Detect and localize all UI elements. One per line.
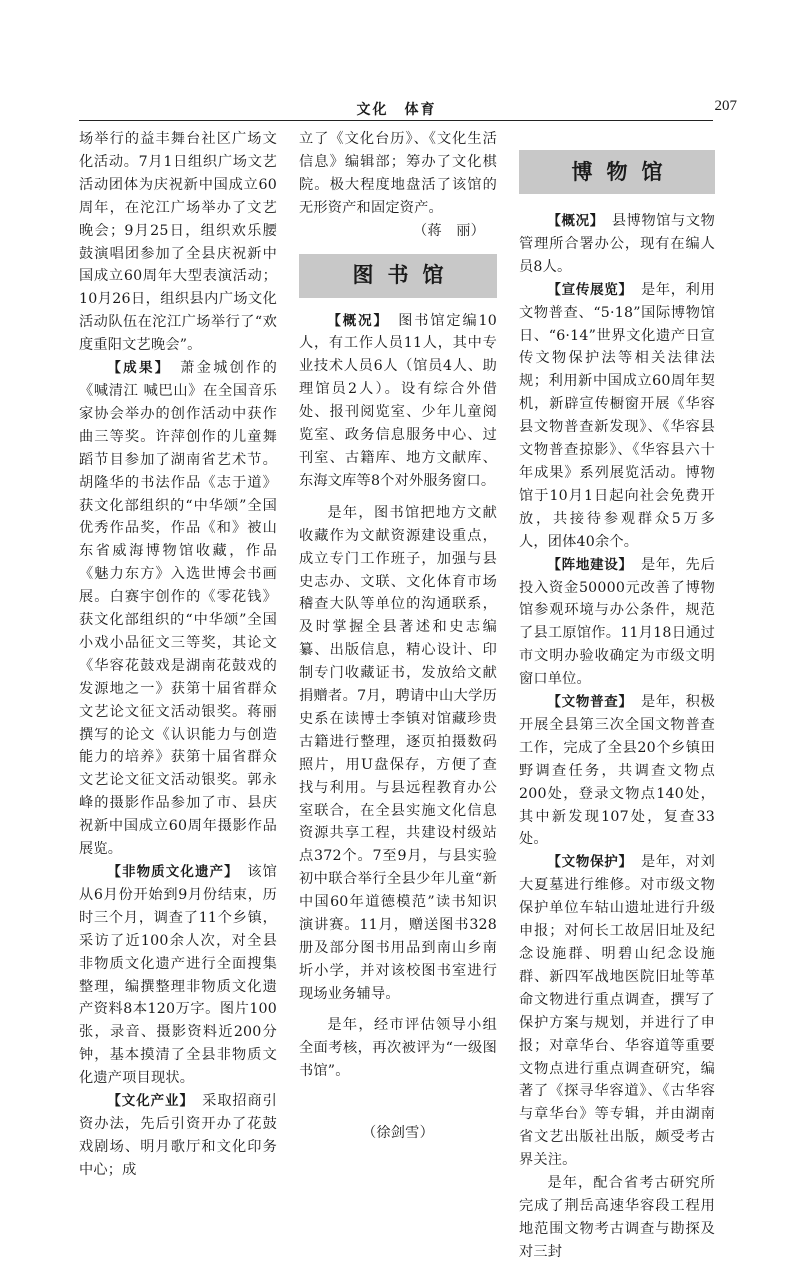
paragraph-protection — [519, 851, 715, 1172]
text-cultural-industry: 采取招商引资办法，先后引资开办了花鼓戏剧场、明月歌厅和文化印务中心；成 — [79, 1093, 277, 1178]
author-credit: （蒋 丽） — [413, 222, 485, 239]
heading-facilities: 【阵地建设】 — [547, 556, 627, 573]
paragraph-achievements — [79, 357, 277, 861]
paragraph-archaeology: 是年，配合省考古研究所完成了荆岳高速华容段工程用地范围文物考古调查与勘探及对三封 — [519, 1175, 715, 1260]
heading-cultural-industry: 【文化产业】 — [107, 1093, 188, 1110]
heading-promotion: 【宣传展览】 — [547, 281, 627, 298]
column-right — [519, 128, 715, 1264]
running-header-title: 文化 体育 — [356, 102, 437, 118]
paragraph-facilities — [519, 554, 715, 691]
paragraph-library-overview — [299, 310, 497, 493]
heading-overview: 【概况】 — [327, 312, 383, 329]
paragraph-library-work: 是年，图书馆把地方文献收藏作为文献资源建设重点，成立专门工作班子，加强与县史志办、文联、文化体育市场稽查大队等单位的沟通联系，及时掌握全县著述和史志编纂、出版信息，精心设计、印制专门收藏证书，发放给文献捐赠者。7月，聘请中山大学历史系在读博士李镇对馆藏珍贵古籍进行整理，逐页拍摄数码照片，用U盘保存，方便了查找与利用。与县远程教育办公室联合，在全县实施文化信息资源共享工程，共建设村级站点372个。7至9月，与县实验初中联合举行全县少年儿童“新中国60年道德模范”读书知识演讲赛。11月，赠送图书328册及部分图书用品到南山乡南圻小学，并对该校图书室进行现场业务辅导。 — [299, 504, 497, 1002]
heading-intangible-heritage: 【非物质文化遗产】 — [107, 864, 233, 880]
heading-overview: 【概况】 — [547, 213, 598, 229]
paragraph-continued: 场举行的益丰舞台社区广场文化活动。7月1日组织广场文艺活动团体为庆祝新中国成立60周年，在沱江广场举办了文艺晚会；9月25日，组织欢乐腰鼓演唱团参加了全县庆祝新中国成立60周年大型表演活动；10月26日，组织县内广场文化活动队伍在沱江广场举行了“欢度重阳文艺晚会”。 — [79, 131, 277, 354]
text-promotion: 是年，利用文物普查、“5·18”国际博物馆日、“6·14”世界文化遗产日宣传文物保护法等相关法律法规；利用新中国成立60周年契机，新辟宣传橱窗开展《华容县文物普查新发现》、《华容县文物普查掠影》、《华容县六十年成果》系列展览活动。博物馆于10月1日起向社会免费开放，共接待参观群众5万多人，团体40余个。 — [519, 281, 715, 550]
page-number: 207 — [714, 98, 737, 114]
heading-achievements: 【成果】 — [107, 360, 164, 377]
section-banner-library: 图书馆 — [299, 254, 497, 298]
column-left — [79, 128, 277, 1182]
text-census: 是年，积极开展全县第三次全国文物普查工作，完成了全县20个乡镇田野调查任务，共调查文物点200处，登录文物点140处，其中新发现107处，复查33处。 — [519, 694, 715, 848]
paragraph-museum-overview — [519, 210, 715, 279]
text-facilities: 是年，先后投入资金50000元改善了博物馆参观环境与办公条件，规范了县工原馆作。11月18日通过市文明办验收确定为市级文明窗口单位。 — [519, 556, 715, 688]
header-divider — [79, 120, 713, 121]
text-achievements: 萧金城创作的《喊清江 喊巴山》在全国音乐家协会举办的创作活动中获作曲三等奖。许萍创作的儿童舞蹈节目参加了湖南省艺术节。胡隆华的书法作品《志于道》获文化部组织的“中华颂”全国优秀作品奖，作品《和》被山东省威海博物馆收藏，作品《魅力东方》入选世博会书画展。白赛宇创作的《零花钱》获文化部组织的“中华颂”全国小戏小品征文三等奖，其论文《华容花鼓戏是湖南花鼓戏的发源地之一》获第十届省群众文艺论文征文活动银奖。蒋丽撰写的论文《认识能力与创造能力的培养》获第十届省群众文艺论文征文活动银奖。郭永峰的摄影作品参加了市、县庆祝新中国成立60周年摄影作品展览。 — [79, 360, 278, 858]
text-overview: 县博物馆与文物管理所合署办公，现有在编人员8人。 — [519, 213, 715, 275]
paragraph-cultural-industry — [79, 1090, 277, 1182]
paragraph-promotion — [519, 279, 715, 554]
paragraph-continued: 立了《文化台历》、《文化生活信息》编辑部；筹办了文化棋院。极大程度地盘活了该馆的无形资产和固定资产。 — [299, 131, 497, 216]
column-middle — [299, 128, 497, 1145]
text-intangible-heritage: 该馆从6月份开始到9月份结束，历时三个月，调查了11个乡镇，采访了近100余人次，对全县非物质文化遗产进行全面搜集整理，编撰整理非物质文化遗产资料8本120万字。图片100张，录音、摄影资料近200分钟，基本摸清了全县非物质文化遗产项目现状。 — [79, 864, 278, 1087]
paragraph-intangible-heritage — [79, 861, 277, 1090]
heading-census: 【文物普查】 — [547, 694, 627, 711]
text-protection: 是年，对刘大夏墓进行维修。对市级文物保护单位车轱山遗址进行升级申报；对何长工故居旧址及纪念设施群、明碧山纪念设施群、新四军战地医院旧址等革命文物进行重点调查，撰写了保护方案与规划，并进行了申报；对章华台、华容道等重要文物点进行重点调查研究，编著了《探寻华容道》、《古华容与章华台》等专辑，并由湖南省文艺出版社出版，颇受考古界关注。 — [519, 854, 715, 1169]
text-overview: 图书馆定编10人，有工作人员11人，其中专业技术人员6人（馆员4人、助理馆员2人）。设有综合外借处、报刊阅览室、少年儿童阅览室、政务信息服务中心、过刊室、古籍库、地方文献库、东海文库等8个对外服务窗口。 — [299, 312, 497, 489]
paragraph-census — [519, 691, 715, 851]
section-banner-museum: 博物馆 — [519, 150, 715, 194]
paragraph-library-rating: 是年，经市评估领导小组全面考核，再次被评为“一级图书馆”。 — [299, 1016, 497, 1079]
heading-protection: 【文物保护】 — [547, 854, 627, 871]
author-credit: （徐剑雪） — [362, 1125, 434, 1142]
